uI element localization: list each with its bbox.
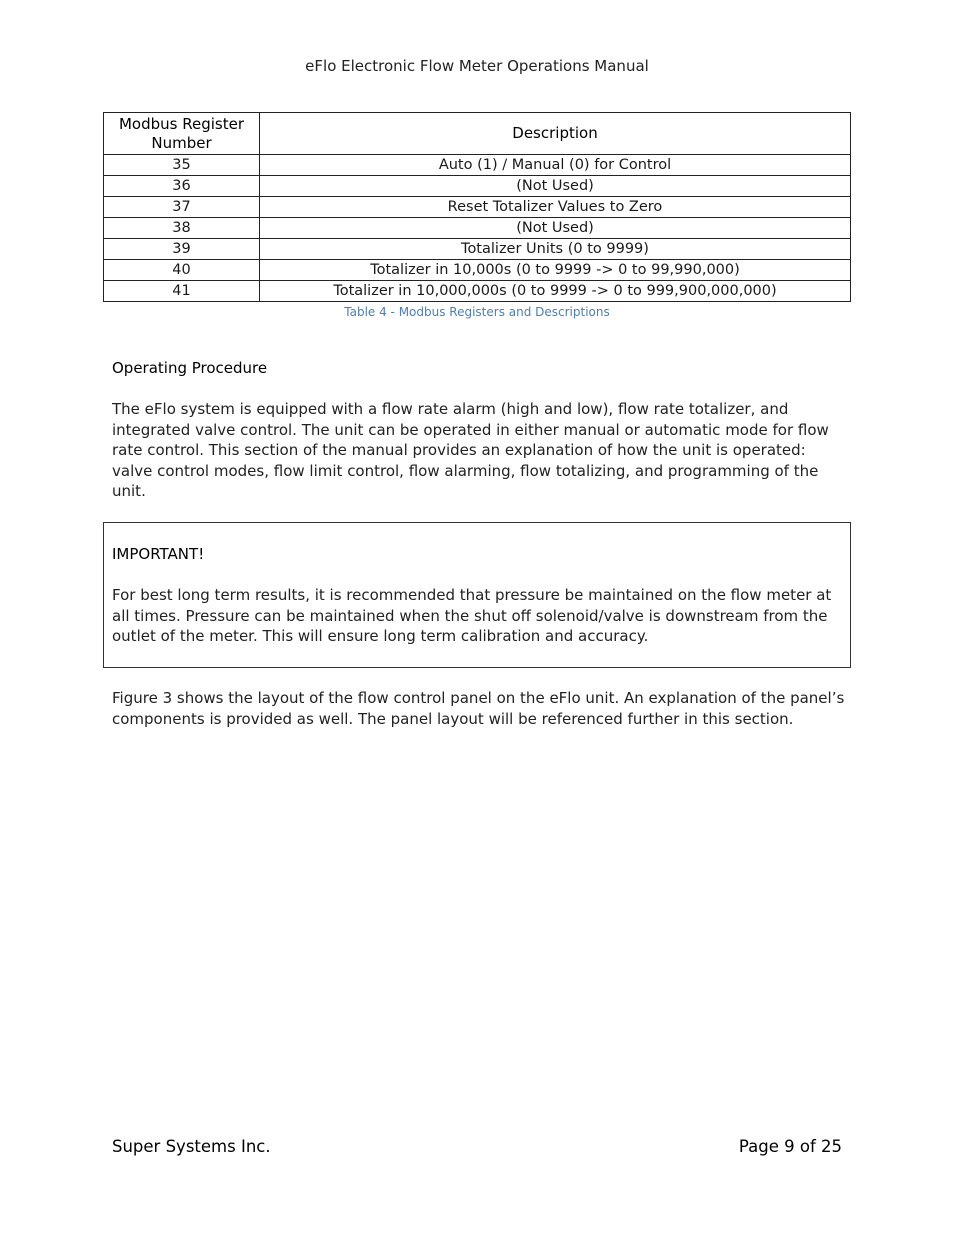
important-heading: IMPORTANT!: [112, 545, 205, 563]
register-number-cell: 38: [104, 218, 260, 239]
footer-company: Super Systems Inc.: [112, 1137, 271, 1156]
figure-reference-paragraph: Figure 3 shows the layout of the flow control panel on the eFlo unit. An explanation of the panel’s components is provided as well. The panel layout will be referenced further in this section.: [112, 689, 845, 728]
modbus-register-table: [103, 112, 851, 302]
register-number-cell: 39: [104, 239, 260, 260]
footer-page-number: Page 9 of 25: [738, 1137, 842, 1156]
table-row: [104, 176, 851, 197]
section-heading: Operating Procedure: [112, 359, 268, 377]
register-description-cell: Auto (1) / Manual (0) for Control: [260, 155, 851, 176]
table-header-row: [104, 113, 851, 155]
register-number-cell: 35: [104, 155, 260, 176]
register-description-cell: (Not Used): [260, 176, 851, 197]
register-number-cell: 41: [104, 281, 260, 302]
column-header-description: Description: [260, 113, 851, 155]
table-row: [104, 281, 851, 302]
register-description-cell: Totalizer Units (0 to 9999): [260, 239, 851, 260]
table-row: [104, 197, 851, 218]
table-row: [104, 155, 851, 176]
register-description-cell: Reset Totalizer Values to Zero: [260, 197, 851, 218]
register-number-cell: 36: [104, 176, 260, 197]
table-row: [104, 239, 851, 260]
register-description-cell: Totalizer in 10,000,000s (0 to 9999 -> 0 to 999,900,000,000): [260, 281, 851, 302]
register-description-cell: Totalizer in 10,000s (0 to 9999 -> 0 to 99,990,000): [260, 260, 851, 281]
register-number-cell: 37: [104, 197, 260, 218]
register-number-cell: 40: [104, 260, 260, 281]
intro-paragraph: The eFlo system is equipped with a flow rate alarm (high and low), flow rate totalizer, and integrated valve control. The unit can be operated in either manual or automatic mode for flow rate control. This section of the manual provides an explanation of how the unit is operated: valve control modes, flow limit control, flow alarming, flow totalizing, and programming of the unit.: [112, 400, 829, 501]
important-text: For best long term results, it is recommended that pressure be maintained on the flow meter at all times. Pressure can be maintained when the shut off solenoid/valve is downstream from the outlet of the meter. This will ensure long term calibration and accuracy.: [112, 586, 832, 646]
table-row: [104, 260, 851, 281]
register-description-cell: (Not Used): [260, 218, 851, 239]
column-header-register-number: Modbus Register Number: [104, 113, 260, 155]
table-row: [104, 218, 851, 239]
document-header: eFlo Electronic Flow Meter Operations Manual: [305, 57, 649, 75]
important-notice-box: [103, 522, 851, 668]
table-caption: Table 4 - Modbus Registers and Descriptions: [344, 305, 610, 319]
